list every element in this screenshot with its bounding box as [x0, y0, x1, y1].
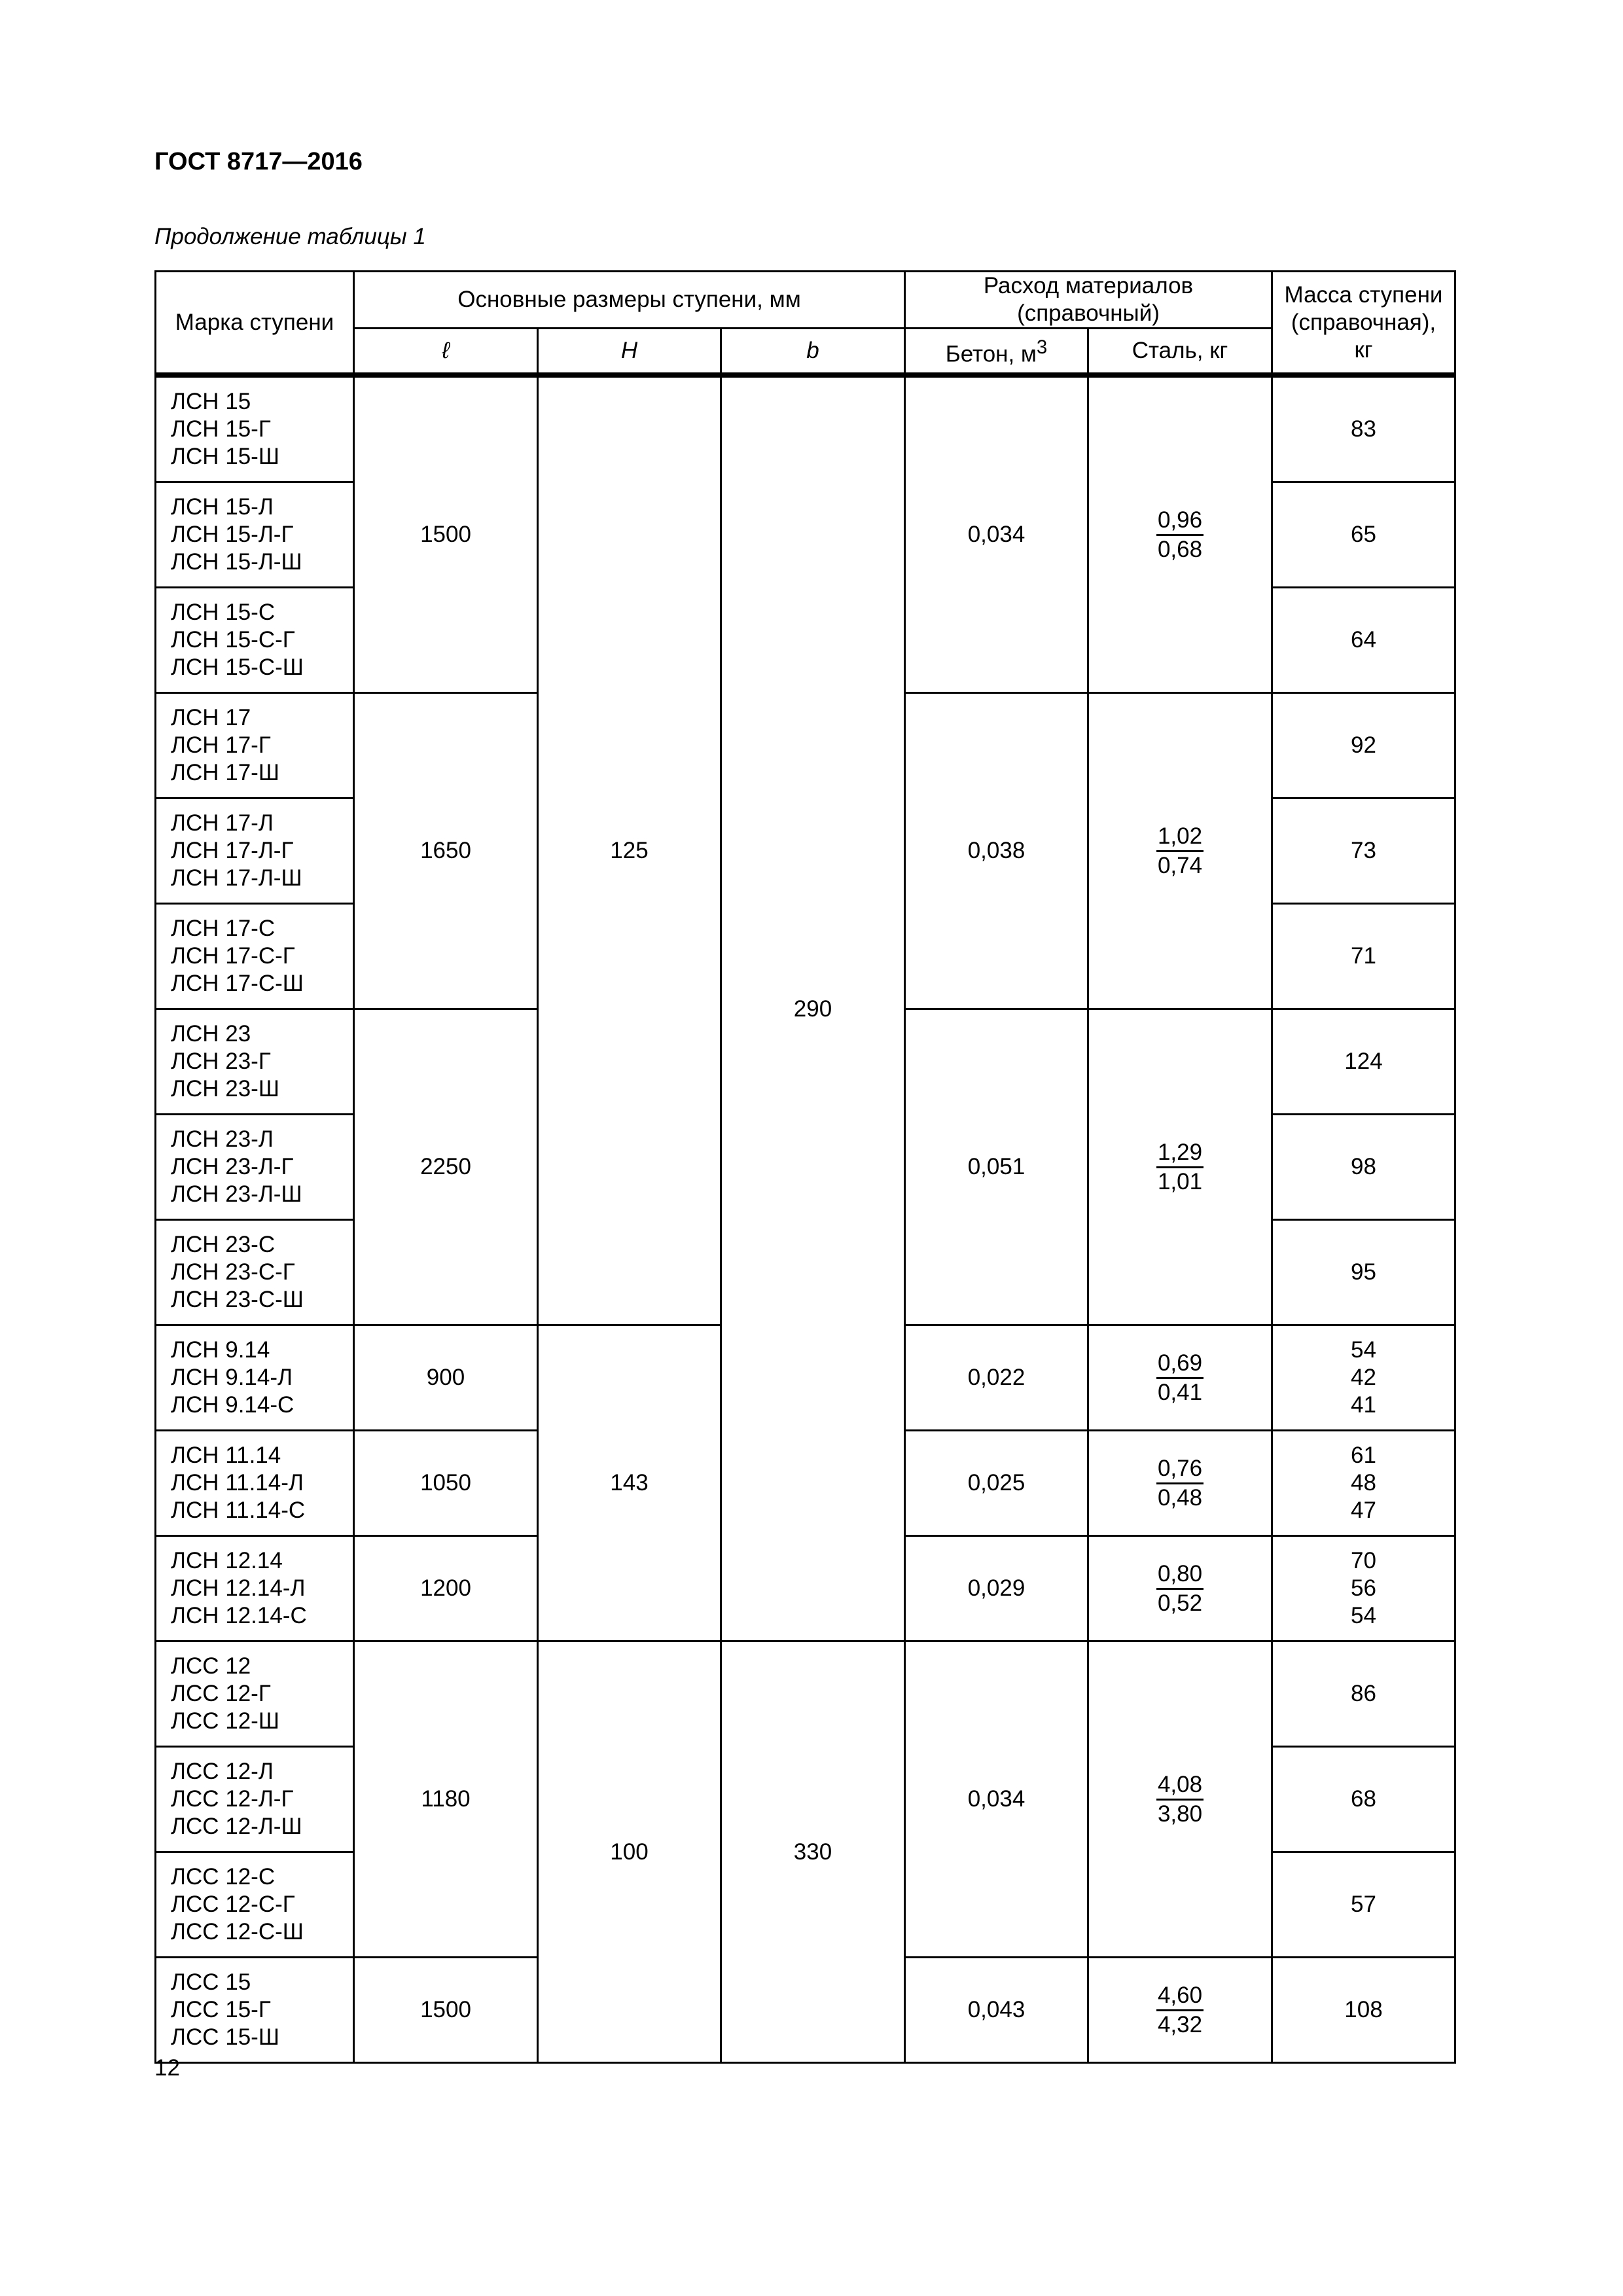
width-cell: 290 — [721, 375, 905, 1641]
mass-value: 42 — [1351, 1365, 1376, 1390]
steel-fraction — [1156, 1350, 1204, 1407]
mass-value: 95 — [1351, 1259, 1376, 1285]
steel-cell — [1088, 1009, 1272, 1325]
mark-line: ЛСН 23-Л — [171, 1126, 274, 1152]
mass-value: 86 — [1351, 1681, 1376, 1706]
length-cell: 1200 — [354, 1536, 538, 1641]
mass-value: 64 — [1351, 627, 1376, 653]
mark-line: ЛСН 12.14-Л — [171, 1575, 306, 1601]
mark-line: ЛСН 17-С-Г — [171, 943, 295, 969]
steel-denominator: 4,32 — [1157, 2011, 1203, 2037]
mark-line: ЛСН 9.14 — [171, 1337, 270, 1363]
mass-cell — [1272, 1641, 1455, 1747]
steel-fraction — [1156, 1560, 1204, 1617]
header-concrete — [905, 329, 1088, 376]
mark-line: ЛСН 15-Г — [171, 416, 271, 442]
mass-value: 56 — [1351, 1575, 1376, 1601]
mass-cell — [1272, 588, 1455, 693]
mark-line: ЛСН 23 — [171, 1021, 251, 1047]
header-width: b — [721, 329, 905, 376]
header-height: H — [538, 329, 721, 376]
mark-line: ЛСС 12-С-Ш — [171, 1919, 304, 1945]
mass-value: 98 — [1351, 1154, 1376, 1179]
concrete-cell: 0,043 — [905, 1958, 1088, 2063]
mark-line: ЛСН 15-Л-Г — [171, 522, 294, 547]
mark-cell — [156, 1325, 354, 1431]
mark-cell — [156, 798, 354, 904]
mass-cell — [1272, 1958, 1455, 2063]
mass-cell — [1272, 1852, 1455, 1958]
mark-line: ЛСС 12-Ш — [171, 1708, 279, 1734]
mark-line: ЛСН 15-Л-Ш — [171, 549, 302, 575]
header-materials: Расход материалов (справочный) — [905, 272, 1272, 329]
mark-line: ЛСН 23-С-Г — [171, 1259, 295, 1285]
mass-value: 61 — [1351, 1443, 1376, 1468]
steel-fraction — [1156, 507, 1204, 564]
concrete-cell: 0,025 — [905, 1431, 1088, 1536]
mark-line: ЛСС 12-Л — [171, 1759, 274, 1784]
length-cell: 1500 — [354, 1958, 538, 2063]
mark-line: ЛСН 15-Ш — [171, 444, 279, 469]
header-concrete-sup: 3 — [1037, 336, 1048, 358]
length-cell: 900 — [354, 1325, 538, 1431]
header-mark: Марка ступени — [156, 272, 354, 376]
length-cell: 1650 — [354, 693, 538, 1009]
steel-fraction — [1156, 1982, 1204, 2039]
mass-cell — [1272, 482, 1455, 588]
mark-cell — [156, 1852, 354, 1958]
steel-fraction — [1156, 1771, 1204, 1828]
mass-value: 41 — [1351, 1392, 1376, 1418]
mass-value: 65 — [1351, 522, 1376, 547]
table-body — [156, 375, 1455, 2063]
mark-cell — [156, 1536, 354, 1641]
steel-fraction — [1156, 1455, 1204, 1512]
steel-denominator: 3,80 — [1157, 1801, 1203, 1827]
mark-line: ЛСН 17-Л-Г — [171, 838, 294, 863]
mass-cell — [1272, 1115, 1455, 1220]
concrete-cell: 0,022 — [905, 1325, 1088, 1431]
mark-line: ЛСН 17 — [171, 705, 251, 730]
steel-denominator: 0,68 — [1157, 536, 1203, 562]
mass-cell — [1272, 1747, 1455, 1852]
mark-line: ЛСН 15-С — [171, 600, 276, 625]
mark-line: ЛСН 15-С-Г — [171, 627, 295, 653]
mark-line: ЛСН 23-Ш — [171, 1076, 279, 1102]
steel-denominator: 0,48 — [1157, 1484, 1203, 1511]
mark-cell — [156, 375, 354, 482]
mark-cell — [156, 1958, 354, 2063]
mass-value: 83 — [1351, 416, 1376, 442]
mark-line: ЛСН 15-Л — [171, 494, 274, 520]
height-cell: 143 — [538, 1325, 721, 1641]
mark-line: ЛСС 12-С-Г — [171, 1892, 295, 1917]
header-steel: Сталь, кг — [1088, 329, 1272, 376]
mark-line: ЛСН 17-Г — [171, 732, 271, 758]
mark-cell — [156, 482, 354, 588]
steel-fraction — [1156, 1139, 1204, 1196]
mark-cell — [156, 588, 354, 693]
header-concrete-label: Бетон, м — [945, 341, 1037, 367]
mass-cell — [1272, 375, 1455, 482]
mass-value: 57 — [1351, 1892, 1376, 1917]
steel-numerator: 1,29 — [1156, 1139, 1204, 1168]
mass-value: 47 — [1351, 1498, 1376, 1523]
steel-cell — [1088, 1958, 1272, 2063]
steel-numerator: 1,02 — [1156, 823, 1204, 852]
mass-value: 108 — [1344, 1997, 1383, 2022]
steel-numerator: 0,69 — [1156, 1350, 1204, 1379]
mass-value: 71 — [1351, 943, 1376, 969]
concrete-cell: 0,029 — [905, 1536, 1088, 1641]
mass-value: 54 — [1351, 1337, 1376, 1363]
mark-line: ЛСН 23-Г — [171, 1049, 271, 1074]
steel-cell — [1088, 375, 1272, 693]
mark-line: ЛСН 11.14-Л — [171, 1470, 304, 1496]
document-header: ГОСТ 8717—2016 — [154, 148, 363, 175]
header-mass: Масса ступени (справочная), кг — [1272, 272, 1455, 376]
mass-cell — [1272, 904, 1455, 1009]
width-cell: 330 — [721, 1641, 905, 2063]
mass-value: 124 — [1344, 1049, 1383, 1074]
table-header — [156, 272, 1455, 376]
mass-value: 68 — [1351, 1786, 1376, 1812]
steel-numerator: 0,80 — [1156, 1560, 1204, 1590]
mark-line: ЛСН 23-С-Ш — [171, 1287, 304, 1312]
concrete-cell: 0,038 — [905, 693, 1088, 1009]
mark-cell — [156, 1747, 354, 1852]
steel-denominator: 1,01 — [1157, 1168, 1203, 1194]
mass-cell — [1272, 693, 1455, 798]
steel-cell — [1088, 1325, 1272, 1431]
steel-cell — [1088, 1536, 1272, 1641]
steel-denominator: 0,52 — [1157, 1590, 1203, 1616]
length-cell: 1050 — [354, 1431, 538, 1536]
page-number: 12 — [154, 2055, 180, 2081]
height-cell: 100 — [538, 1641, 721, 2063]
table-row — [156, 1641, 1455, 1747]
steel-fraction — [1156, 823, 1204, 880]
steps-table — [154, 270, 1456, 2064]
mass-value: 73 — [1351, 838, 1376, 863]
mark-cell — [156, 1220, 354, 1325]
mark-line: ЛСС 12-Л-Г — [171, 1786, 294, 1812]
mark-line: ЛСН 9.14-С — [171, 1392, 294, 1418]
mark-line: ЛСН 23-С — [171, 1232, 276, 1257]
length-cell: 1500 — [354, 375, 538, 693]
mark-line: ЛСС 12-С — [171, 1864, 276, 1890]
steel-denominator: 0,74 — [1157, 852, 1203, 878]
mark-line: ЛСН 9.14-Л — [171, 1365, 293, 1390]
mark-line: ЛСН 12.14 — [171, 1548, 283, 1573]
steel-cell — [1088, 693, 1272, 1009]
steel-numerator: 4,08 — [1156, 1771, 1204, 1801]
mark-cell — [156, 1009, 354, 1115]
mark-cell — [156, 904, 354, 1009]
concrete-cell: 0,034 — [905, 375, 1088, 693]
mark-line: ЛСС 15 — [171, 1969, 251, 1995]
mark-line: ЛСН 12.14-С — [171, 1603, 307, 1628]
height-cell: 125 — [538, 375, 721, 1325]
mass-cell — [1272, 1009, 1455, 1115]
steel-cell — [1088, 1641, 1272, 1958]
mark-line: ЛСН 17-С — [171, 916, 276, 941]
mark-line: ЛСС 12-Г — [171, 1681, 271, 1706]
mark-line: ЛСН 11.14 — [171, 1443, 281, 1468]
steel-numerator: 0,76 — [1156, 1455, 1204, 1484]
steel-numerator: 4,60 — [1156, 1982, 1204, 2011]
mass-value: 54 — [1351, 1603, 1376, 1628]
concrete-cell: 0,051 — [905, 1009, 1088, 1325]
mass-value: 92 — [1351, 732, 1376, 758]
mark-line: ЛСС 12 — [171, 1653, 251, 1679]
mark-line: ЛСН 23-Л-Ш — [171, 1181, 302, 1207]
concrete-cell: 0,034 — [905, 1641, 1088, 1958]
mark-line: ЛСС 15-Ш — [171, 2024, 279, 2050]
steel-cell — [1088, 1431, 1272, 1536]
mark-line: ЛСН 17-С-Ш — [171, 971, 304, 996]
length-cell: 2250 — [354, 1009, 538, 1325]
mark-line: ЛСС 12-Л-Ш — [171, 1814, 302, 1839]
length-cell: 1180 — [354, 1641, 538, 1958]
mark-cell — [156, 1431, 354, 1536]
mass-cell — [1272, 1220, 1455, 1325]
mark-line: ЛСН 15 — [171, 389, 251, 414]
mark-cell — [156, 1115, 354, 1220]
mass-cell — [1272, 798, 1455, 904]
mark-line: ЛСН 15-С-Ш — [171, 655, 304, 680]
mass-value: 48 — [1351, 1470, 1376, 1496]
mass-cell — [1272, 1431, 1455, 1536]
header-length: ℓ — [354, 329, 538, 376]
mark-line: ЛСС 15-Г — [171, 1997, 271, 2022]
mark-line: ЛСН 17-Ш — [171, 760, 279, 785]
table-row — [156, 375, 1455, 482]
steel-denominator: 0,41 — [1157, 1379, 1203, 1405]
mass-cell — [1272, 1536, 1455, 1641]
mark-line: ЛСН 23-Л-Г — [171, 1154, 294, 1179]
mark-line: ЛСН 11.14-С — [171, 1498, 306, 1523]
mark-line: ЛСН 17-Л-Ш — [171, 865, 302, 891]
mass-value: 70 — [1351, 1548, 1376, 1573]
table-caption: Продолжение таблицы 1 — [154, 224, 426, 249]
mark-cell — [156, 693, 354, 798]
mark-line: ЛСН 17-Л — [171, 810, 274, 836]
mass-cell — [1272, 1325, 1455, 1431]
steel-numerator: 0,96 — [1156, 507, 1204, 536]
mark-cell — [156, 1641, 354, 1747]
header-dimensions: Основные размеры ступени, мм — [354, 272, 905, 329]
